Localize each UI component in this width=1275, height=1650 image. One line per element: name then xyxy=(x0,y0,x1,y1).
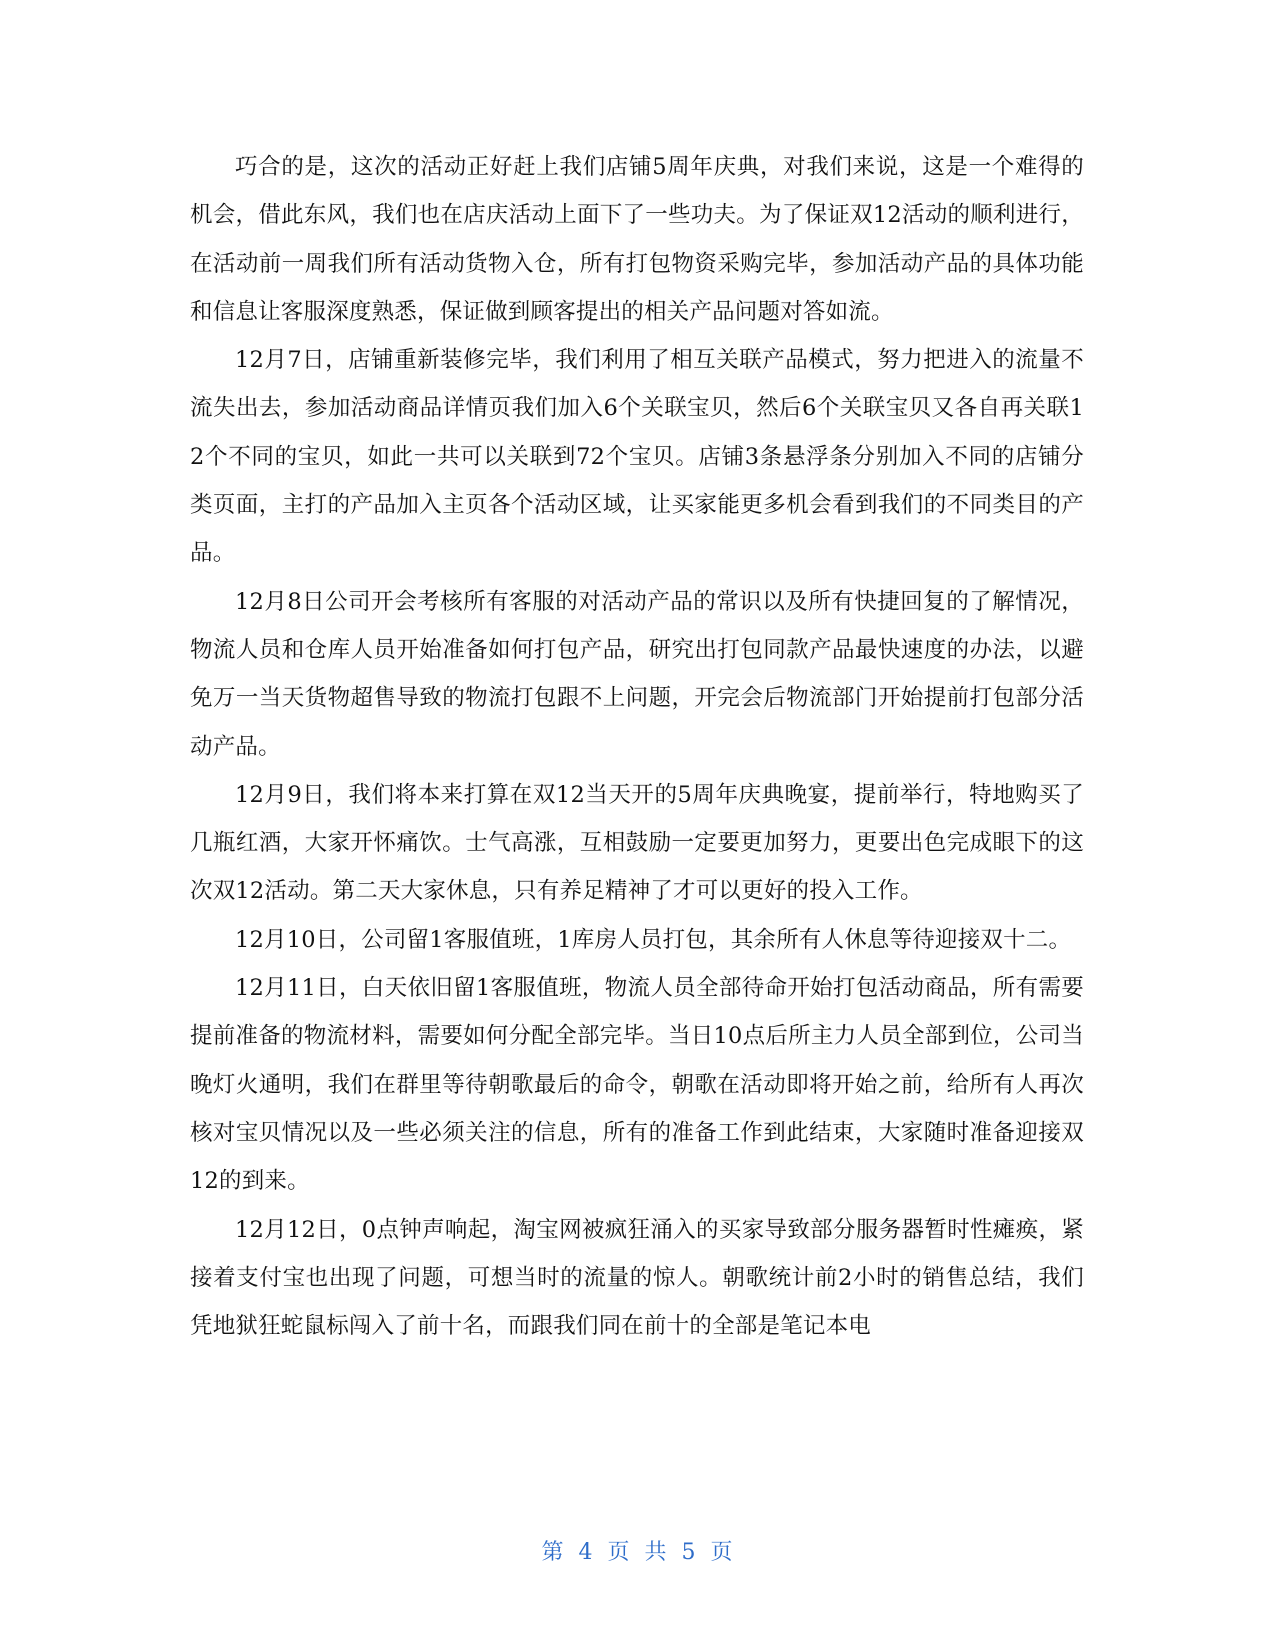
paragraph-dec-10: 12月10日，公司留1客服值班，1库房人员打包，其余所有人休息等待迎接双十二。 xyxy=(235,926,1072,953)
paragraph-dec-12: 12月12日，0点钟声响起，淘宝网被疯狂涌入的买家导致部分服务器暂时性瘫痪，紧接着支付宝也出现了问题，可想当时的流量的惊人。朝歌统计前2小时的销售总结，我们凭地狱狂蛇鼠标闯入了前十名，而跟我们同在前十的全部是笔记本电 xyxy=(190,1216,1084,1340)
paragraph-dec-11: 12月11日，白天依旧留1客服值班，物流人员全部待命开始打包活动商品，所有需要提前准备的物流材料，需要如何分配全部完毕。当日10点后所主力人员全部到位，公司当晚灯火通明，我们在群里等待朝歌最后的命令，朝歌在活动即将开始之前，给所有人再次核对宝贝情况以及一些必须关注的信息，所有的准备工作到此结束，大家随时准备迎接双12的到来。 xyxy=(190,975,1084,1195)
document-body xyxy=(190,143,1084,1350)
paragraph-dec-8: 12月8日公司开会考核所有客服的对活动产品的常识以及所有快捷回复的了解情况，物流人员和仓库人员开始准备如何打包产品，研究出打包同款产品最快速度的办法，以避免万一当天货物超售导致的物流打包跟不上问题，开完会后物流部门开始提前打包部分活动产品。 xyxy=(190,588,1084,760)
paragraph-preparation: 巧合的是，这次的活动正好赶上我们店铺5周年庆典，对我们来说，这是一个难得的机会，借此东风，我们也在店庆活动上面下了一些功夫。为了保证双12活动的顺利进行，在活动前一周我们所有活动货物入仓，所有打包物资采购完毕，参加活动产品的具体功能和信息让客服深度熟悉，保证做到顾客提出的相关产品问题对答如流。 xyxy=(190,154,1084,325)
page-number-footer: 第 4 页 共 5 页 xyxy=(541,1540,734,1565)
paragraph-dec-9: 12月9日，我们将本来打算在双12当天开的5周年庆典晚宴，提前举行，特地购买了几瓶红酒，大家开怀痛饮。士气高涨，互相鼓励一定要更加努力，更要出色完成眼下的这次双12活动。第二天大家休息，只有养足精神了才可以更好的投入工作。 xyxy=(190,781,1084,905)
paragraph-dec-7: 12月7日，店铺重新装修完毕，我们利用了相互关联产品模式，努力把进入的流量不流失出去，参加活动商品详情页我们加入6个关联宝贝，然后6个关联宝贝又各自再关联12个不同的宝贝，如此一共可以关联到72个宝贝。店铺3条悬浮条分别加入不同的店铺分类页面，主打的产品加入主页各个活动区域，让买家能更多机会看到我们的不同类目的产品。 xyxy=(190,347,1084,567)
